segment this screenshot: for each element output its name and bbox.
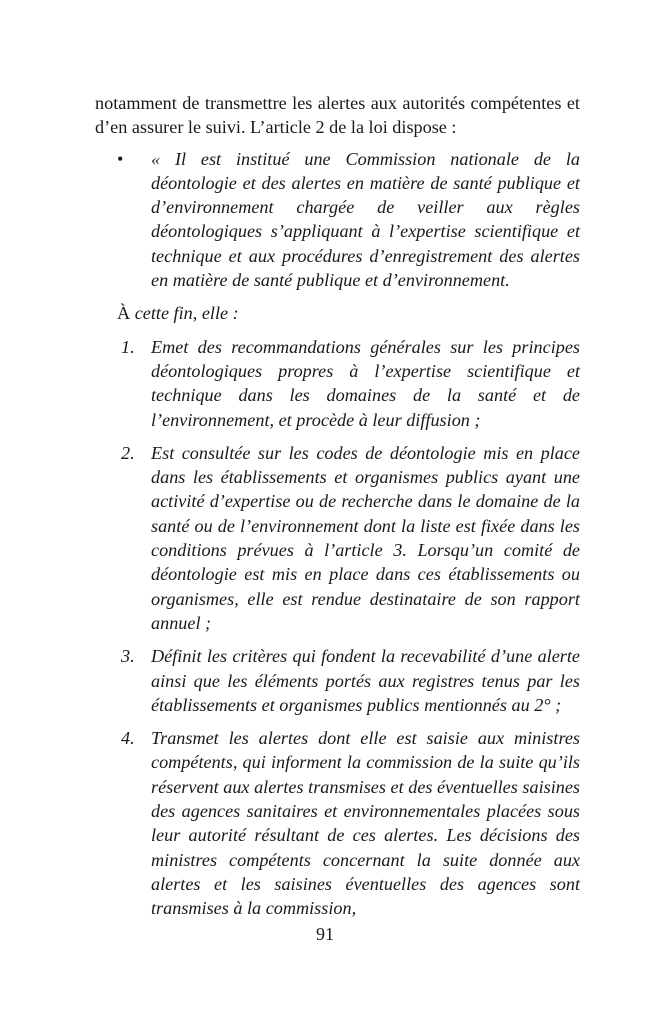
bullet-icon: • [117,148,124,169]
list-item-text: Transmet les alertes dont elle est saisie aux ministres compétents, qui informent la commission de la suite qu’ils réservent aux alertes transmises et des éventuelles saisines des agences sanitaires et environnementales placées sous leur autorité résultant de ces alertes. Les décisions des ministres compétents concernant la suite donnée aux alertes et les saisines éventuelles des agences sont transmises à la commission, [151,728,580,919]
list-item [95,335,580,432]
list-item-number: 2. [121,442,135,463]
list-item-number: 1. [121,336,135,357]
list-lead-in [95,301,580,325]
list-lead-in-cap: À [117,303,131,324]
intro-paragraph: notamment de transmettre les alertes aux autorités compétentes et d’en assurer le suivi. L’article 2 de la loi dispose : [95,93,580,138]
page-number: 91 [316,924,334,944]
list-item-number: 4. [121,728,135,749]
list-item-text: Définit les critères qui fondent la recevabilité d’une alerte ainsi que les éléments portés aux registres tenus par les établissements et organismes publics mentionnés au 2° ; [151,646,580,715]
list-item [95,644,580,717]
list-item-text: Est consultée sur les codes de déontologie mis en place dans les établissements et organismes publics ayant une activité d’expertise ou de recherche dans le domaine de la santé ou de l’environnement dont la liste est fixée dans les conditions prévues à l’article 3. Lorsqu’un comité de déontologie est mis en place dans ces établissements ou organismes, elle est rendue destinataire de son rapport annuel ; [151,442,580,633]
list-item-text: Emet des recommandations générales sur les principes déontologiques propres à l’expertise scientifique et technique dans les domaines de la santé et de l’environnement, et procède à leur diffusion ; [151,336,580,430]
quoted-article [95,147,580,293]
page-body [95,91,580,921]
quoted-article-text: « Il est institué une Commission nationale de la déontologie et des alertes en matière de santé publique et d’environnement chargée de veiller aux règles déontologiques s’appliquant à l’expertise scientifique et technique et aux procédures d’enregistrement des alertes en matière de santé publique et d’environnement. [151,148,580,291]
list-item-number: 3. [121,646,135,667]
list-lead-in-text: cette fin, elle : [134,303,239,324]
list-item [95,441,580,635]
list-item [95,726,580,920]
